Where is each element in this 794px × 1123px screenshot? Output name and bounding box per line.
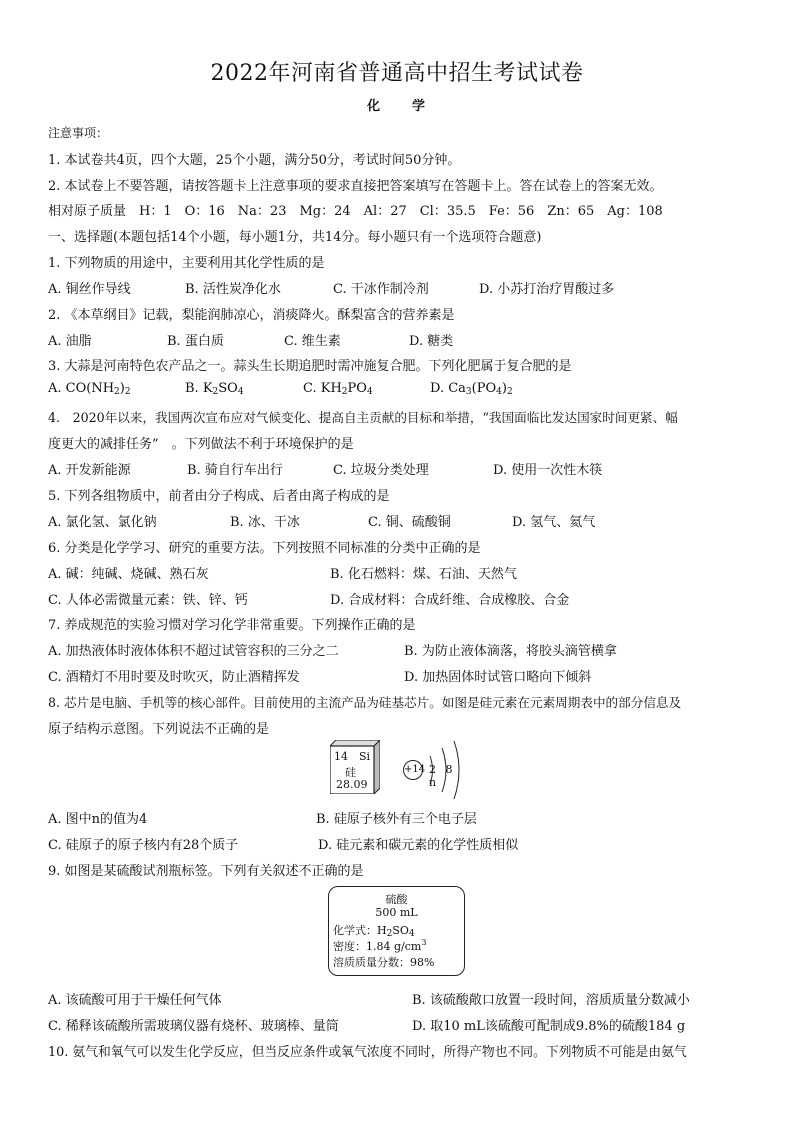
question-3-option-d: D. $Ca_3(PO_4)_2$	[430, 381, 513, 397]
question-3-option-c: C. $KH_2PO_4$	[303, 381, 373, 397]
question-1-option-c: C. 干冰作制冷剂	[333, 282, 429, 297]
reagent-bottle-label	[328, 886, 465, 976]
question-7-option-d: D. 加热固体时试管口略向下倾斜	[404, 670, 592, 685]
periodic-table-tile	[330, 740, 380, 794]
question-9-option-c: C. 稀释该硫酸所需玻璃仪器有烧杯、玻璃棒、量筒	[48, 1019, 339, 1034]
question-1-option-d: D. 小苏打治疗胃酸过多	[479, 282, 615, 297]
question-6-option-d: D. 合成材料：合成纤维、合成橡胶、合金	[330, 593, 570, 608]
question-3-option-b: B. $K_2SO_4$	[185, 381, 244, 397]
question-4-option-c: C. 垃圾分类处理	[333, 463, 429, 478]
note-1: 1. 本试卷共4页，四个大题，25个小题，满分50分，考试时间50分钟。	[48, 153, 461, 168]
question-5-stem: 5. 下列各组物质中，前者由分子构成、后者由离子构成的是	[48, 489, 390, 504]
question-2-option-d: D. 糖类	[409, 334, 454, 349]
question-6-option-b: B. 化石燃料：煤、石油、天然气	[330, 567, 517, 582]
reagent-volume: 500 mL	[375, 906, 418, 919]
section-1-heading: 一、选择题(本题包括14个小题，每小题1分，共14分。每小题只有一个选项符合题意)	[48, 230, 542, 245]
reagent-density: 密度：1.84 $g/cm^3$	[333, 938, 427, 953]
question-4-stem-line-1: 4. 2020年以来，我国两次宣布应对气候变化、提高自主贡献的目标和举措，“我国面临比发达国家时间更紧、幅	[48, 410, 678, 425]
element-symbol: Si	[359, 750, 371, 763]
question-3-stem: 3. 大蒜是河南特色农产品之一。蒜头生长期追肥时需冲施复合肥。下列化肥属于复合肥的是	[48, 359, 572, 374]
atomic-structure-diagram	[402, 738, 472, 802]
question-1-option-a: A. 铜丝作导线	[48, 282, 131, 297]
question-5-option-a: A. 氯化氢、氯化钠	[48, 515, 157, 530]
question-7-stem: 7. 养成规范的实验习惯对学习化学非常重要。下列操作正确的是	[48, 618, 416, 633]
notes-heading: 注意事项：	[48, 126, 109, 140]
question-8-option-a: A. 图中n的值为4	[48, 812, 148, 827]
question-8-stem-line-1: 8. 芯片是电脑、手机等的核心部件。目前使用的主流产品为硅基芯片。如图是硅元素在元素周期表中的部分信息及	[48, 695, 682, 710]
reagent-formula: 化学式：$H_2SO_4$	[333, 924, 415, 939]
question-3-option-a: A. $CO(NH_2)_2$	[48, 381, 131, 397]
note-2: 2. 本试卷上不要答题，请按答题卡上注意事项的要求直接把答案填写在答题卡上。答在试卷上的答案无效。	[48, 179, 663, 194]
question-8-option-b: B. 硅原子核外有三个电子层	[316, 812, 477, 827]
question-4-option-d: D. 使用一次性木筷	[493, 463, 603, 478]
question-2-option-b: B. 蛋白质	[167, 334, 224, 349]
question-5-option-d: D. 氢气、氦气	[512, 515, 596, 530]
page-title: 2022年河南省普通高中招生考试试卷	[210, 61, 584, 86]
question-1-option-b: B. 活性炭净化水	[185, 282, 281, 297]
question-2-option-a: A. 油脂	[48, 334, 92, 349]
question-7-option-c: C. 酒精灯不用时要及时吹灭，防止酒精挥发	[48, 670, 300, 685]
question-1-stem: 1. 下列物质的用途中，主要利用其化学性质的是	[48, 256, 325, 271]
reagent-mass-fraction: 溶质质量分数：98%	[333, 956, 435, 969]
question-9-option-d: D. 取10 mL该硫酸可配制成9.8%的硫酸184 g	[412, 1019, 686, 1034]
question-7-option-a: A. 加热液体时液体体积不超过试管容积的三分之二	[48, 644, 339, 659]
atomic-mass-line: 相对原子质量 H：1 O：16 Na：23 Mg：24 Al：27 Cl：35.5 Fe：56 Zn：65 Ag：108	[48, 204, 663, 219]
element-name: 硅	[345, 766, 356, 779]
question-4-option-a: A. 开发新能源	[48, 463, 131, 478]
atomic-number: 14	[334, 750, 348, 763]
electron-counts: 2 8 n	[429, 763, 456, 789]
question-8-option-c: C. 硅原子的原子核内有28个质子	[48, 838, 239, 853]
question-5-option-c: C. 铜、硫酸铜	[368, 515, 451, 530]
question-2-stem: 2. 《本草纲目》记载，梨能润肺凉心，消痰降火。酥梨富含的营养素是	[48, 308, 455, 323]
question-9-option-a: A. 该硫酸可用于干燥任何气体	[48, 993, 222, 1008]
question-8-option-d: D. 硅元素和碳元素的化学性质相似	[318, 838, 519, 853]
question-6-option-a: A. 碱：纯碱、烧碱、熟石灰	[48, 567, 209, 582]
question-2-option-c: C. 维生素	[284, 334, 341, 349]
question-4-option-b: B. 骑自行车出行	[187, 463, 283, 478]
question-4-stem-line-2: 度更大的减排任务” 。下列做法不利于环境保护的是	[48, 437, 354, 452]
question-10-stem: 10. 氨气和氧气可以发生化学反应，但当反应条件或氧气浓度不同时，所得产物也不同。下列物质不可能是由氨气	[48, 1045, 687, 1060]
question-7-option-b: B. 为防止液体滴落，将胶头滴管横拿	[404, 644, 617, 659]
question-6-stem: 6. 分类是化学学习、研究的重要方法。下列按照不同标准的分类中正确的是	[48, 541, 481, 556]
question-9-stem: 9. 如图是某硫酸试剂瓶标签。下列有关叙述不正确的是	[48, 864, 364, 879]
question-5-option-b: B. 冰、干冰	[230, 515, 300, 530]
question-6-option-c: C. 人体必需微量元素：铁、锌、钙	[48, 593, 248, 608]
nucleus-charge: +14	[404, 764, 426, 775]
reagent-name: 硫酸	[385, 893, 408, 906]
subject-heading: 化 学	[366, 99, 427, 114]
atomic-mass: 28.09	[336, 778, 368, 791]
question-8-stem-line-2: 原子结构示意图。下列说法不正确的是	[48, 722, 270, 737]
question-9-option-b: B. 该硫酸敞口放置一段时间，溶质质量分数减小	[412, 993, 690, 1008]
